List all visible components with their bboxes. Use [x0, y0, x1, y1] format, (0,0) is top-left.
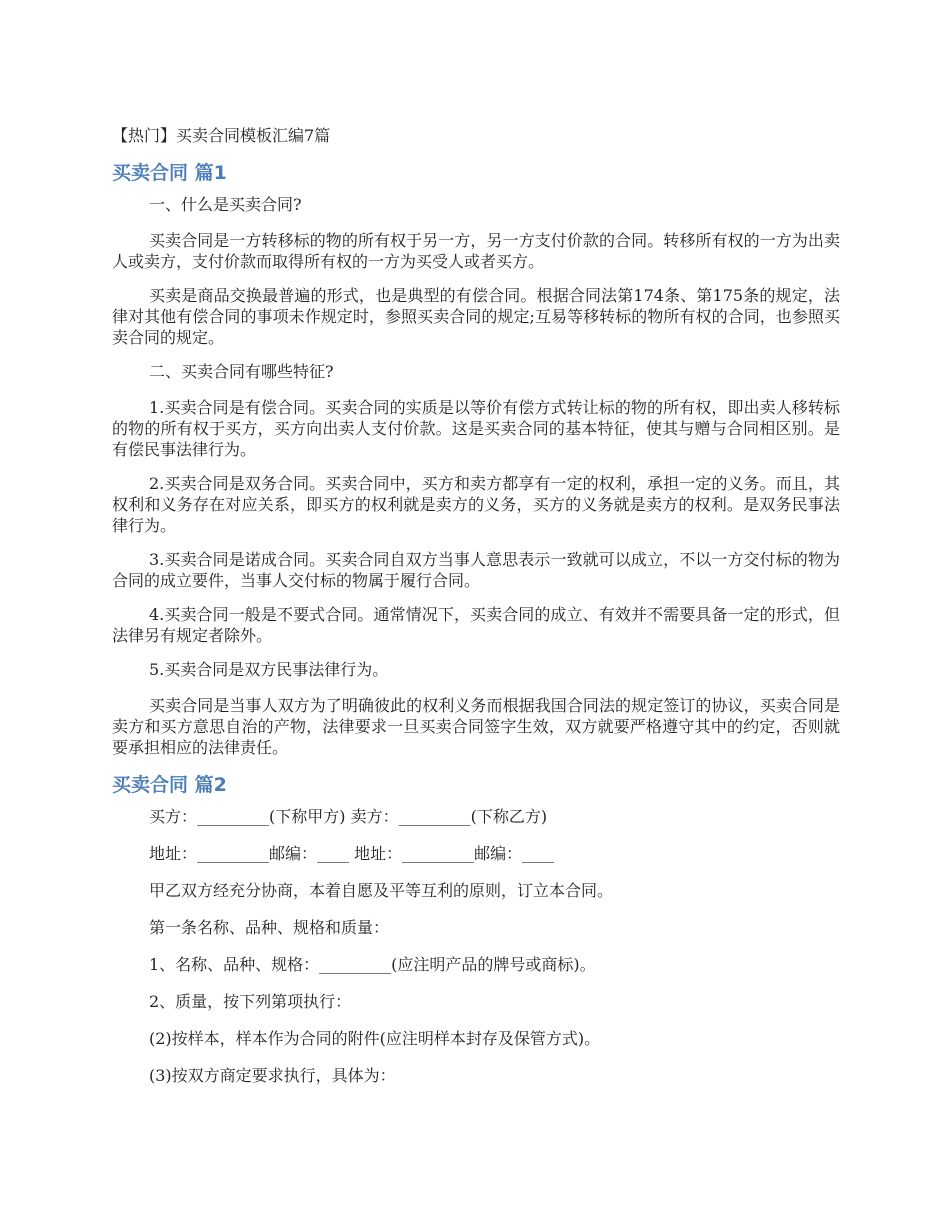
- section-heading: 买卖合同 篇1: [112, 162, 227, 184]
- section-1: [112, 160, 840, 758]
- paragraph: 地址：_________邮编：____ 地址：_________邮编：____: [149, 844, 555, 863]
- document-title: 【热门】买卖合同模板汇编7篇: [112, 126, 331, 145]
- paragraph: 5.买卖合同是双方民事法律行为。: [149, 660, 389, 679]
- document-page: [112, 124, 840, 1102]
- paragraph: 买卖是商品交换最普遍的形式，也是典型的有偿合同。根据合同法第174条、第175条的规定，法律对其他有偿合同的事项未作规定时，参照买卖合同的规定;互易等移转标的物所有权的合同，也参照买卖合同的规定。: [112, 286, 840, 347]
- paragraph: 第一条名称、品种、规格和质量：: [149, 918, 390, 937]
- paragraph: 2、质量，按下列第项执行：: [149, 992, 352, 1011]
- paragraph: 1、名称、品种、规格：_________(应注明产品的牌号或商标)。: [149, 955, 596, 974]
- paragraph: 4.买卖合同一般是不要式合同。通常情况下，买卖合同的成立、有效并不需要具备一定的形式，但法律另有规定者除外。: [112, 605, 840, 645]
- paragraph: 2.买卖合同是双务合同。买卖合同中，买方和卖方都享有一定的权利，承担一定的义务。而且，其权利和义务存在对应关系，即买方的权利就是卖方的义务，买方的义务就是卖方的权利。是双务民事法律行为。: [112, 474, 840, 535]
- section-2: [112, 772, 840, 1087]
- paragraph: (3)按双方商定要求执行，具体为：: [149, 1066, 396, 1085]
- paragraph: (2)按样本，样本作为合同的附件(应注明样本封存及保管方式)。: [149, 1029, 601, 1048]
- paragraph: 买方：_________(下称甲方) 卖方：_________(下称乙方): [149, 807, 548, 826]
- paragraph: 甲乙双方经充分协商，本着自愿及平等互利的原则，订立本合同。: [149, 881, 614, 900]
- paragraph: 1.买卖合同是有偿合同。买卖合同的实质是以等价有偿方式转让标的物的所有权，即出卖人移转标的物的所有权于买方，买方向出卖人支付价款。这是买卖合同的基本特征，使其与赠与合同相区别。是有偿民事法律行为。: [112, 398, 840, 459]
- paragraph: 买卖合同是一方转移标的物的所有权于另一方，另一方支付价款的合同。转移所有权的一方为出卖人或卖方，支付价款而取得所有权的一方为买受人或者买方。: [112, 231, 840, 271]
- paragraph: 二、买卖合同有哪些特征?: [149, 362, 334, 381]
- paragraph: 3.买卖合同是诺成合同。买卖合同自双方当事人意思表示一致就可以成立，不以一方交付标的物为合同的成立要件，当事人交付标的物属于履行合同。: [112, 550, 840, 590]
- paragraph: 买卖合同是当事人双方为了明确彼此的权利义务而根据我国合同法的规定签订的协议，买卖合同是卖方和买方意思自治的产物，法律要求一旦买卖合同签字生效，双方就要严格遵守其中的约定，否则就要承担相应的法律责任。: [112, 696, 840, 757]
- section-heading: 买卖合同 篇2: [112, 774, 227, 796]
- paragraph: 一、什么是买卖合同?: [149, 195, 302, 214]
